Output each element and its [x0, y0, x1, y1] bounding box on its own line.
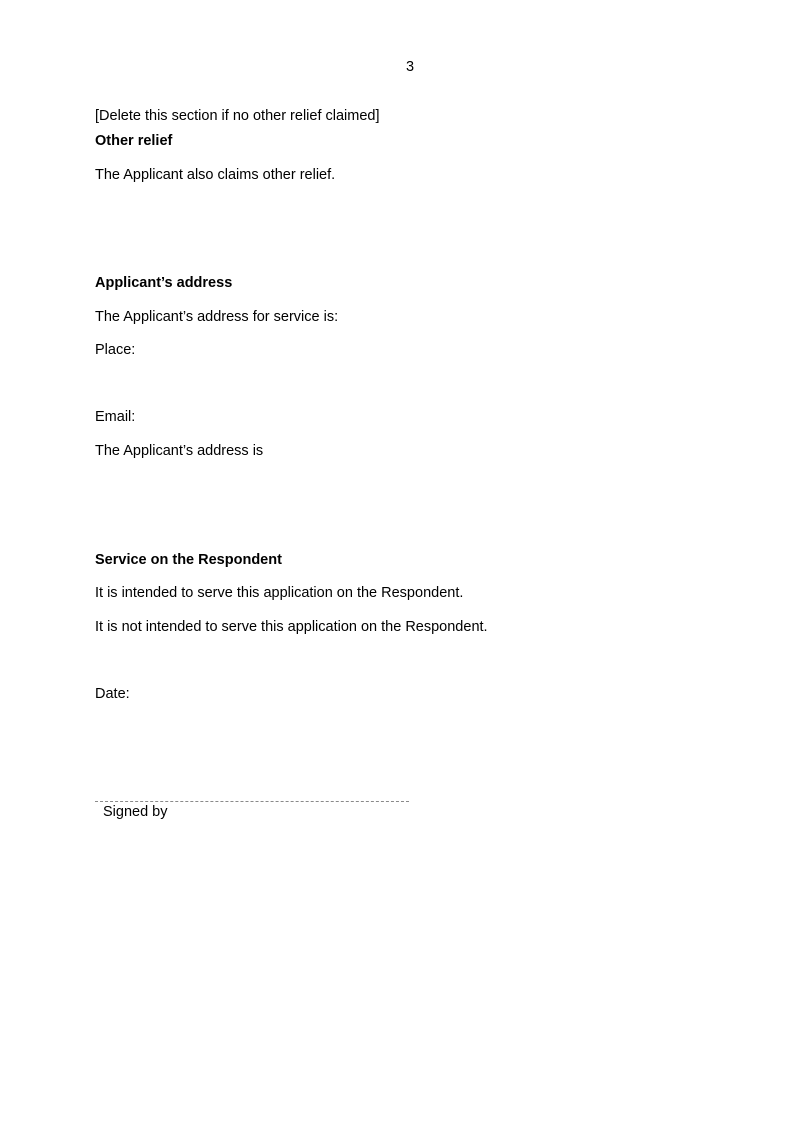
place-label: Place:: [95, 342, 136, 358]
other-relief-instruction: [Delete this section if no other relief claimed]: [95, 108, 380, 124]
date-label: Date:: [95, 686, 130, 702]
signature-line: [95, 801, 409, 802]
page-number: 3: [405, 59, 415, 75]
signed-by-label: Signed by: [103, 804, 168, 820]
address-for-service-text: The Applicant’s address for service is:: [95, 309, 339, 325]
applicant-address-text: The Applicant’s address is: [95, 443, 264, 459]
service-intended-text: It is intended to serve this application on the Respondent.: [95, 585, 464, 601]
other-relief-heading: Other relief: [95, 133, 173, 149]
service-not-intended-text: It is not intended to serve this application on the Respondent.: [95, 619, 488, 635]
other-relief-text: The Applicant also claims other relief.: [95, 167, 336, 183]
service-heading: Service on the Respondent: [95, 552, 282, 568]
email-label: Email:: [95, 409, 136, 425]
applicant-address-heading: Applicant’s address: [95, 275, 233, 291]
